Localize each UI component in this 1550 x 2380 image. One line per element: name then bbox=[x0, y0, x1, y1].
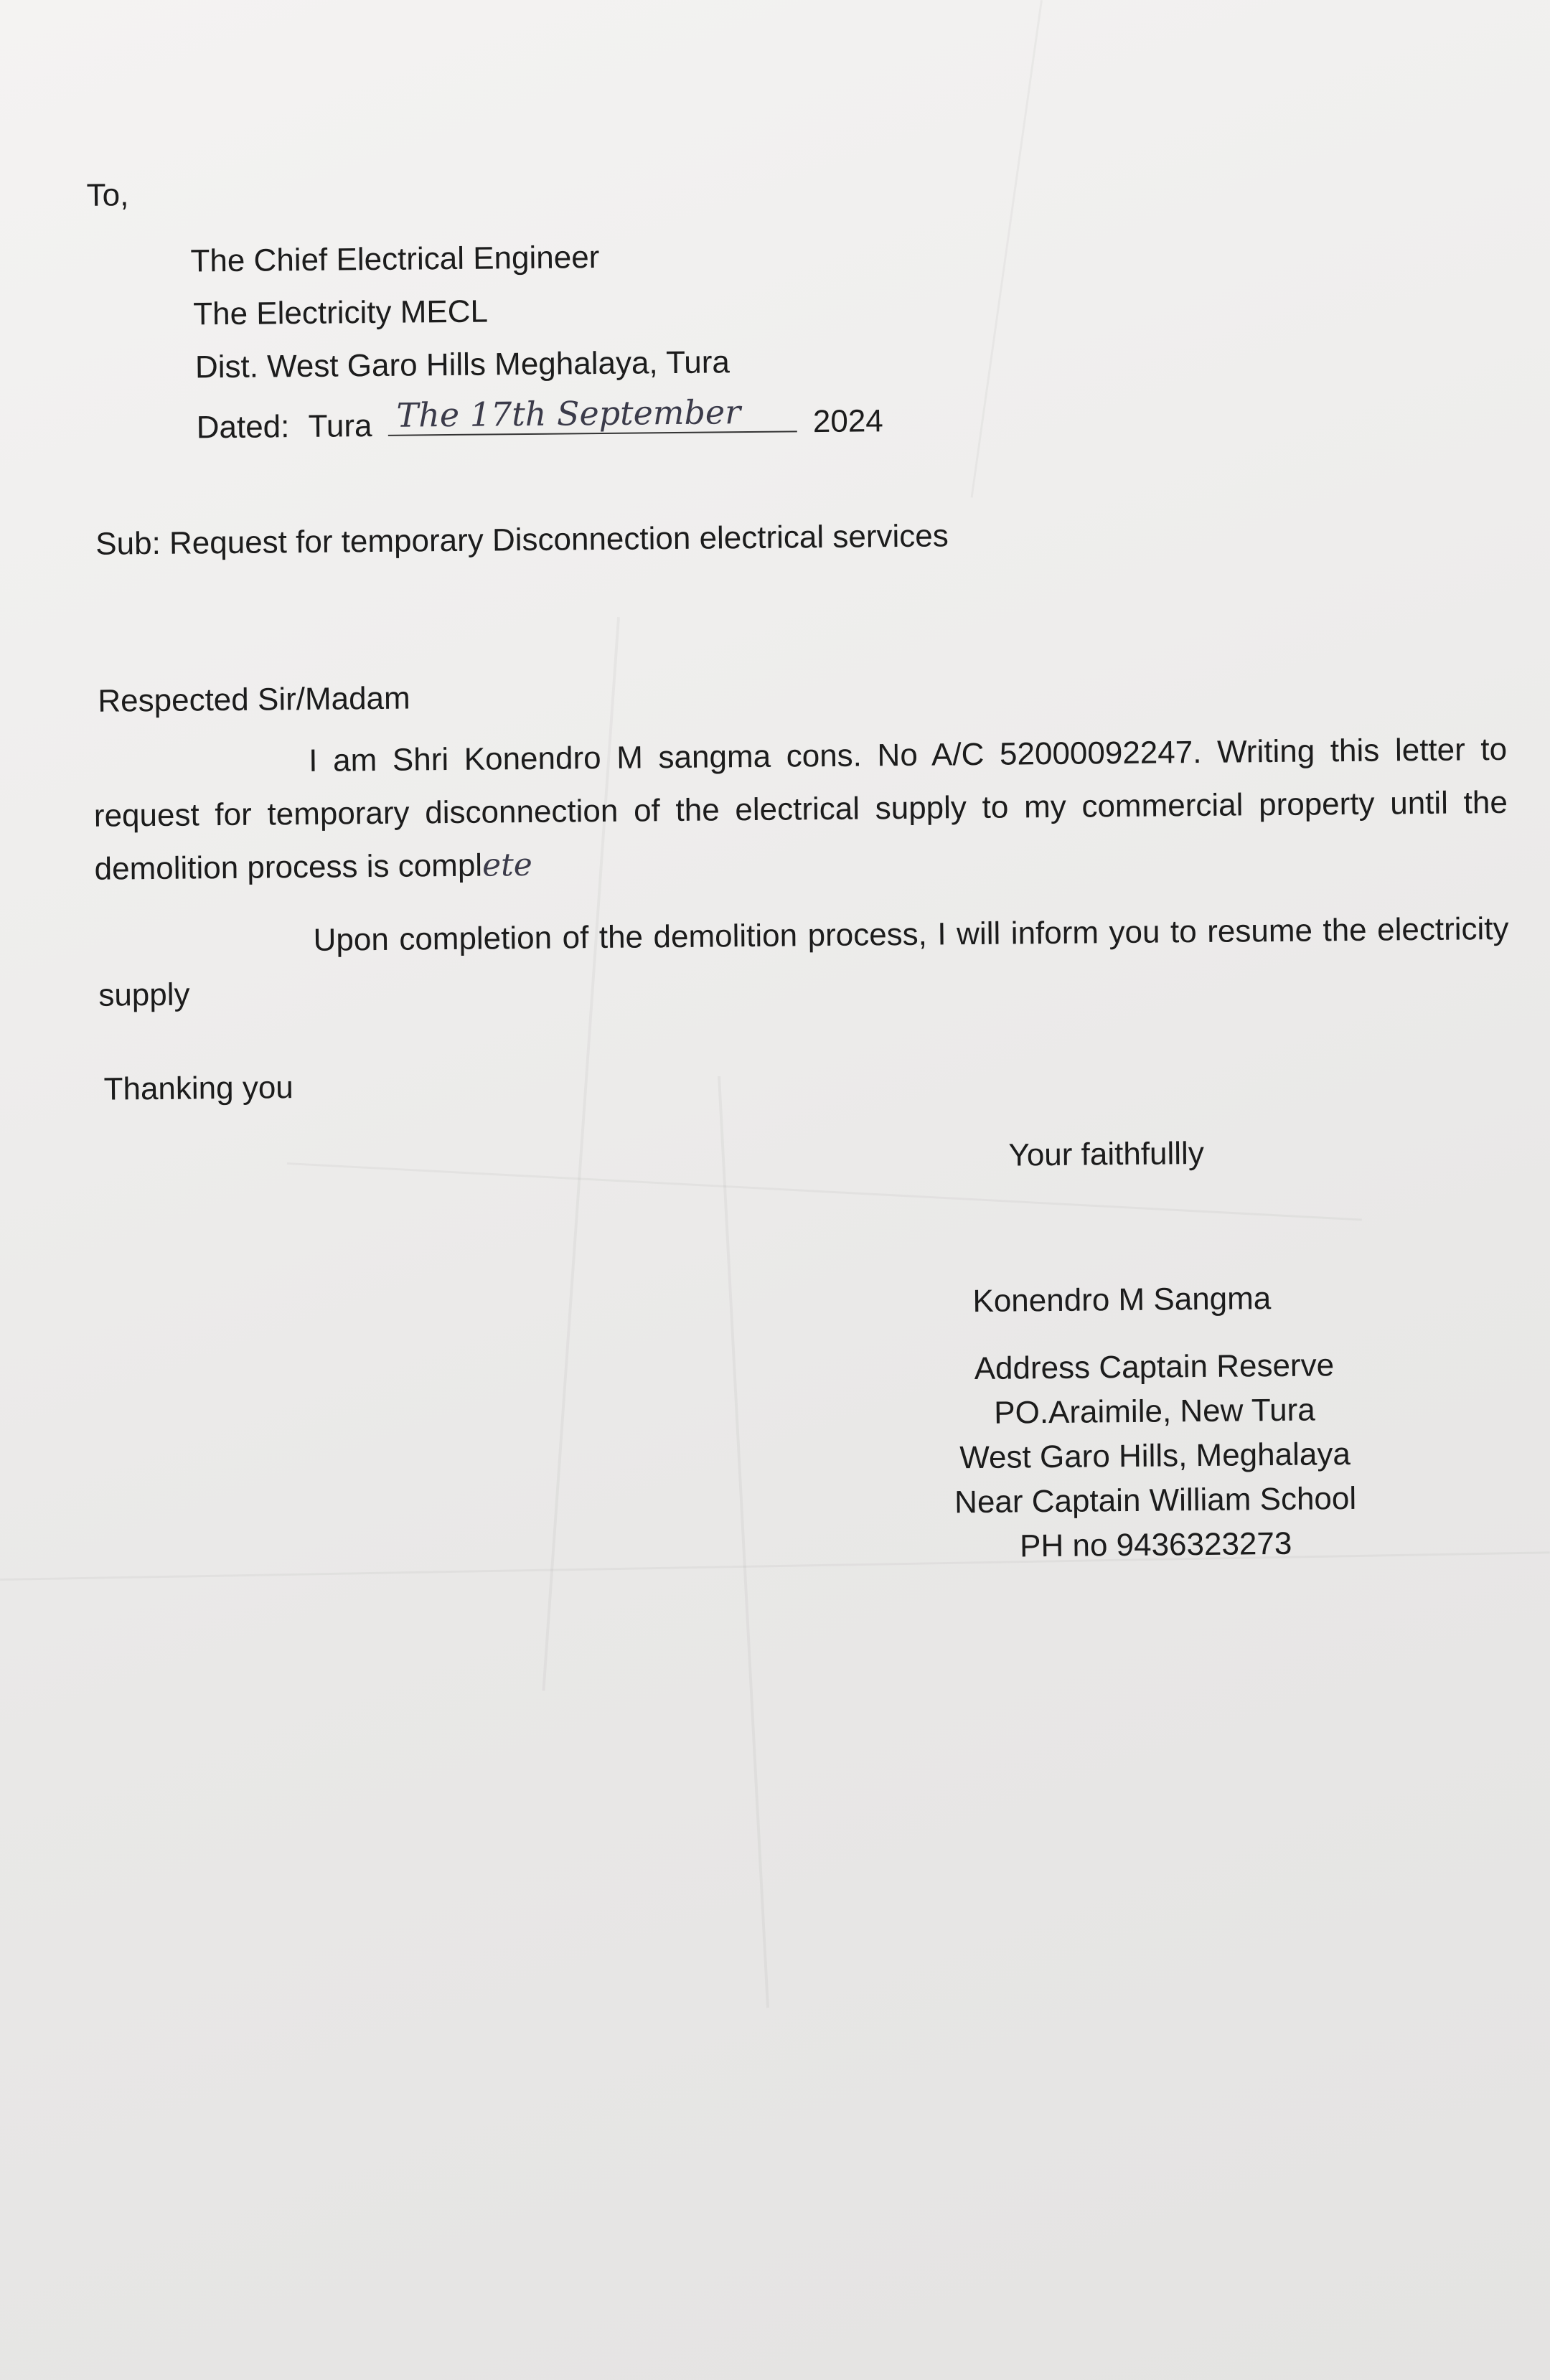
closing: Thanking you bbox=[103, 1070, 293, 1107]
signoff: Your faithfullly bbox=[1008, 1135, 1205, 1173]
address-line-2: PO.Araimile, New Tura bbox=[993, 1392, 1315, 1431]
recipient-line-3: Dist. West Garo Hills Meghalaya, Tura bbox=[194, 344, 731, 385]
paragraph-1 bbox=[93, 723, 1508, 896]
recipient-line-1: The Chief Electrical Engineer bbox=[190, 239, 600, 279]
salutation: Respected Sir/Madam bbox=[98, 680, 410, 719]
paragraph-1-handwritten: ete bbox=[482, 846, 533, 884]
phone-number: PH no 9436323273 bbox=[1019, 1525, 1292, 1564]
recipient-line-2: The Electricity MECL bbox=[192, 293, 489, 332]
handwritten-date: The 17th September bbox=[396, 392, 741, 435]
dated-label: Dated: bbox=[196, 409, 290, 446]
dated-line bbox=[196, 392, 884, 446]
address-line-1: Address Captain Reserve bbox=[974, 1347, 1335, 1387]
address-line-3: West Garo Hills, Meghalaya bbox=[959, 1436, 1351, 1476]
paragraph-1-text: I am Shri Konendro M sangma cons. No A/C 52000092247. Writing this letter to request for temporary disconnection of the electrical supply to my commercial property until the demolition process is compl bbox=[93, 731, 1508, 887]
subject-line: Sub: Request for temporary Disconnection electrical services bbox=[95, 518, 949, 562]
sender-name: Konendro M Sangma bbox=[972, 1281, 1272, 1320]
address-line-4: Near Captain William School bbox=[954, 1480, 1357, 1520]
date-blank bbox=[388, 392, 797, 436]
dated-place: Tura bbox=[308, 408, 372, 444]
paragraph-2: Upon completion of the demolition process, I will inform you to resume the electricity supply bbox=[98, 911, 1509, 1013]
to-label: To, bbox=[86, 177, 129, 213]
sender-address-block bbox=[903, 1342, 1407, 1570]
dated-year: 2024 bbox=[812, 403, 884, 440]
